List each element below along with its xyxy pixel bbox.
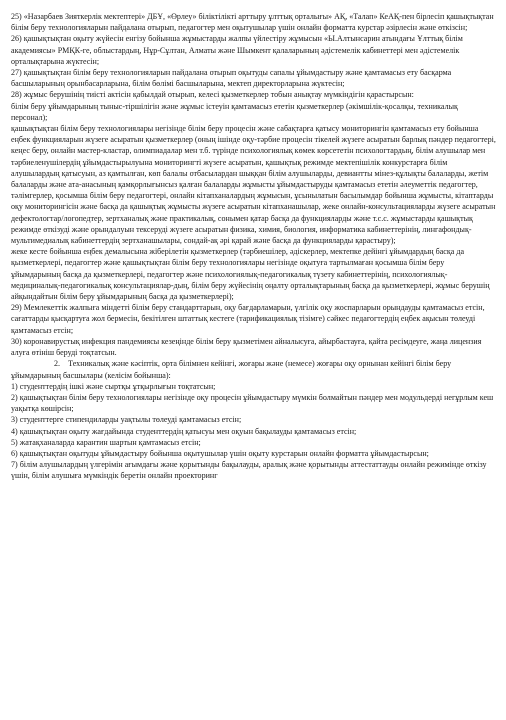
list-item: 7) білім алушылардың үлгерімін ағымдағы және қорытынды бақылауды, аралық және қорытынды аттестаттауды онлайн режимінде өткізу үшін, білім алушыға мүмкіндік беретін онлайн проекторинг: [11, 460, 487, 481]
paragraph-28-group-3: жеке кесте бойынша еңбек демалысына жіберілетін қызметкерлер (тәрбиешілер, әдіскерлер, мектепке дейінгі ұйымдардың басқа да қызметкерлері, педагогтер және қашықтықтан білім беру технологиялары негізінде оқытуға тартылмаған қосымша білім беру ұйымдарының басқа да қызметкерлері, педагогтер және психологиялық-педагогикалық түзету кабинеттерінің, психологиялық-медициналық-педагогикалық консультациялар-дың, білім беру жүйесінің оңалту орталықтарының басқа да қызметкерлері, жұмыс берушің айқындайтын білім беру ұйымдарының басқа да қызметкерлері);: [11, 247, 490, 302]
section-2-heading: [11, 358, 496, 380]
paragraph-26: 26) қашықтықтан оқыту жүйесін енгізу бойынша жұмыстарды жалпы үйлестіру жұмысын «Ы.Алтынсарин атындағы Ұлттық білім академиясы» РМҚК-ге, облыстардың, Нұр-Сұлтан, Алматы және Шымкент қалаларының әдістемелік кабинеттері мен әдістемелік орталықтарына жүктесін;: [11, 34, 463, 66]
list-item: 1) студенттердің ішкі және сыртқы ұтқырлығын тоқтатсын;: [11, 381, 216, 391]
section-heading-text: Техникалық және кәсіптік, орта білімнен кейінгі, жоғары және (немесе) жоғары оқу орнынан кейінгі білім беру ұйымдарының басшылары (келісім бойынша):: [11, 359, 452, 380]
list-item: 6) қашықтықтан оқытуды ұйымдастыру бойынша оқытушылар үшін оқыту курстарын онлайн форматта ұйымдастырсын;: [11, 448, 429, 458]
list-item: 4) қашықтықтан оқыту жағдайында студенттердің қатысуы мен оқуын бақылауды қамтамасыз етсін;: [11, 426, 357, 436]
section-number: 2.: [54, 359, 61, 369]
paragraph-28-group-1: білім беру ұйымдарының тыныс-тіршілігін және жұмыс істеуін қамтамасыз ететін қызметкерлер (әкімшілік-қосалқы, техникалық персонал);: [11, 101, 458, 122]
paragraph-28: 28) жұмыс берушінің тиісті актісін қабылдай отырып, келесі қызметкерлер тобын анықтау мүмкіндігін қарастырсын:: [11, 90, 414, 100]
paragraph-28-group-2: қашықтықтан білім беру технологиялары негізінде білім беру процесін және сабақтарға қатысу мониторингін қамтамасыз ету бойынша еңбек функцияларын жүзеге асыратын қызметкерлер (оның ішінде оқу-тәрбие процесін тікелей жүзеге асыратын барлық пәндер педагогтері, кеңес беру, онлайн мастер-кластар, олимпиадалар мен т.б. түрінде психологиялық көмек көрсететін психологтардың, білім алушылар мен тәрбиеленушілердің ұйымдастырылуына мониторингті жүзеге асыратын, қашықтық режимде мектепішілік конкурстарға білім алушылардың қатысуын, аз қамтылған, көп балалы отбасылардан шыққан білім алушыларды, девиантты мінез-құлықты балаларды, жетім балаларды және ата-анасының қамқорлығынсыз қалған балаларды жұмысты ұйымдастыруды қамтамасыз ететін әлеуметтік педагогтер, тәлімгерлер, қосымша білім беру педагогтері, онлайн кітапханалардың жұмысын, ұсынылатын басылымдар бойынша жұмысты, кітаптарды оқу мониторингісін және басқа да қашықтық жұмысты жүзеге асыратын кітапханашылар, жеке онлайн-консультацияларды жүзеге асыратын дефектологтар/логопедтер, зертханалық және практикалық, сонымен қатар басқа да функцияларды және т.с.с. жұмыстарды қашықтық режимде өткізуді және орындалуын тексеруді жүзеге асыратын физика, химия, биология, информатика кабинеттерінің, лингафондық-мультимедиалық кабинеттердің зертханашылары, сондай-ақ әрі қарай және басқа да функцияларды қарастыру);: [11, 124, 496, 246]
list-item: 2) қашықтықтан білім беру технологиялары негізінде оқу процесін ұйымдастыру мүмкін болмайтын пәндер мен модульдерді негұрлым кеш уақытқа көшірсін;: [11, 392, 494, 414]
paragraph-30: 30) коронавирустық инфекция пандемиясы кезеңінде білім беру қызметімен айналысуға, айырбастауға, қайта ресімдеуге, жаңа лицензия алуға өтініш беруді тоқтатсын.: [11, 336, 482, 358]
paragraph-27: 27) қашықтықтан білім беру технологияларын пайдалана отырып оқытуды сапалы ұйымдастыру және қамтамасыз ету басқарма басшыларының орынбасарларына, білім бөлімі басшыларына, мектеп директорларына жүктесін;: [11, 68, 452, 89]
paragraph-25: 25) «Назарбаев Зияткерлік мектептері» ДБҰ, «Өрлеу» біліктілікті арттыру ұлттық орталығы» АҚ, «Талап» КеАҚ-пен бірлесіп қашықтықтан білім беру технологияларын пайдалана отырып, педагогтер мен оқытушылар үшін онлайн форматта курстар әзірлесін және өткізсін;: [11, 12, 494, 33]
list-item: 5) жатақханаларда карантин шартын қамтамасыз етсін;: [11, 437, 201, 447]
paragraph-29: 29) Мемлекеттік жалпыға міндетті білім беру стандарттарын, оқу бағдарламарын, үлгілік оқу жоспарларын орындауды қамтамасыз етсін, сағаттарды қысқартуға жол бермесін, бекітілген штаттық кестеге (тарификациялық тізімге) сәйкес педагогтердің еңбек ақысын төлеуді қамтамасыз етсін;: [11, 303, 485, 335]
list-item: 3) студенттерге стипендиларды уақтылы төлеуді қамтамасыз етсін;: [11, 415, 242, 425]
